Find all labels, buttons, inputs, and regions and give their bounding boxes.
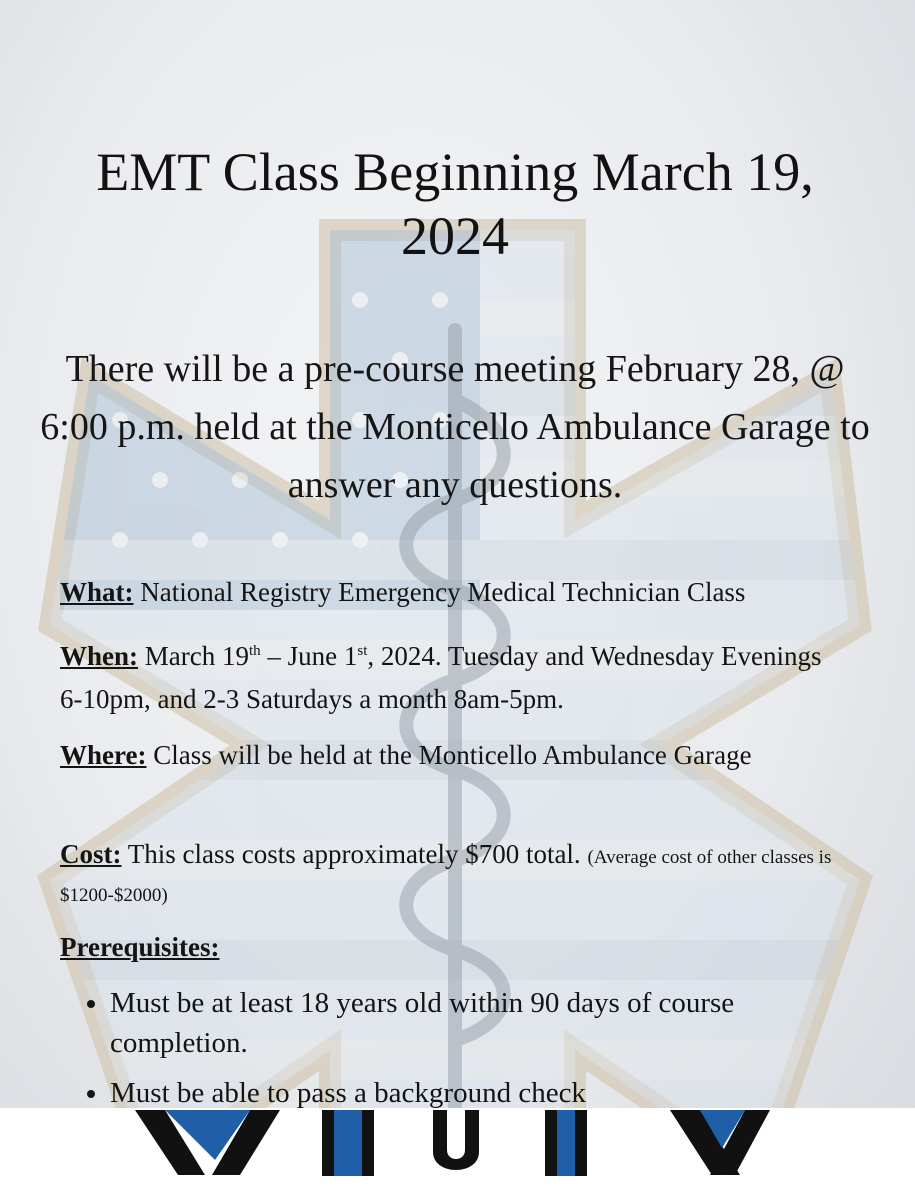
when-text-mid: – June 1 bbox=[260, 641, 358, 671]
list-item: • Must be able to pass a background check bbox=[110, 1073, 850, 1113]
cost-label: Cost: bbox=[60, 839, 122, 869]
when-label: When: bbox=[60, 641, 139, 671]
prerequisites-list bbox=[58, 983, 850, 1123]
list-item: • Must be at least 18 years old within 90 days of course completion. bbox=[110, 983, 850, 1063]
pre-course-meeting-text: There will be a pre-course meeting February 28, @ 6:00 p.m. held at the Monticello Ambulance Garage to answer any questions. bbox=[40, 348, 870, 506]
what-label: What: bbox=[60, 577, 134, 607]
where-label: Where: bbox=[60, 740, 147, 770]
when-text-start: March 19 bbox=[138, 641, 249, 671]
what-text: National Registry Emergency Medical Technician Class bbox=[133, 577, 746, 607]
where-text: Class will be held at the Monticello Ambulance Garage bbox=[146, 740, 752, 770]
prerequisites-heading bbox=[60, 928, 219, 966]
when-row bbox=[60, 630, 840, 721]
when-sup-th: th bbox=[248, 643, 261, 659]
when-text-end: , 2024. Tuesday and Wednesday Evenings 6-10pm, and 2-3 Saturdays a month 8am-5pm. bbox=[60, 641, 822, 714]
what-row bbox=[60, 573, 745, 611]
flyer-title: EMT Class Beginning March 19, 2024 bbox=[96, 142, 814, 266]
prerequisites-label: Prerequisites: bbox=[60, 932, 220, 962]
cost-row bbox=[60, 837, 840, 913]
cost-text: This class costs approximately $700 total. bbox=[121, 839, 588, 869]
where-row bbox=[60, 732, 780, 778]
when-sup-st: st bbox=[357, 643, 368, 659]
cost-note: (Average cost of other classes is $1200-$2000) bbox=[60, 847, 832, 906]
